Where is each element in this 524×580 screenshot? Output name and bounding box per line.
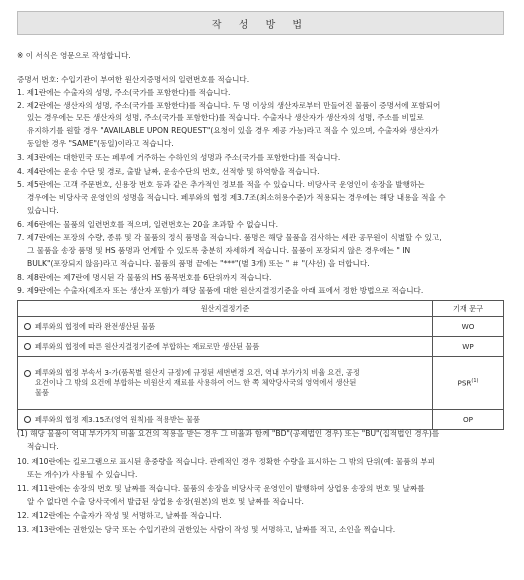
table-row <box>18 317 504 337</box>
criteria-text: 물품 <box>35 388 49 397</box>
table-row <box>18 357 504 410</box>
bullet-circle-icon <box>24 416 31 423</box>
table-footnote: (1) 해당 물품이 역내 부가가치 비율 요건의 적용을 받는 경우 그 비율과 함께 "BD"(공제법인 경우) 또는 "BU"(집적법인 경우)를 <box>17 429 440 438</box>
criteria-text: 페루와의 협정에 따른 원산지결정기준에 부합하는 재료로만 생산된 물품 <box>35 341 260 351</box>
document-title: 작 성 방 법 <box>17 11 504 35</box>
instruction-line: 11. 제11란에는 송장의 번호 및 날짜를 적습니다. 물품의 송장을 비당사국 운영인이 발행하여 상업용 송장의 번호 및 날짜를 <box>17 484 425 493</box>
code-text: PSR <box>457 378 472 388</box>
instruction-line: 있는 경우에는 모든 생산자의 성명, 주소(국가를 포함한다)를 적습니다. 수출자나 생산자가 생산자의 성명, 주소를 비밀로 <box>27 113 424 122</box>
table-row <box>18 337 504 357</box>
criteria-text: 페루와의 협정에 따라 완전생산된 물품 <box>35 321 156 331</box>
instruction-line: 6. 제6란에는 물품의 일련번호를 적으며, 일련번호는 20을 초과할 수 없습니다. <box>17 220 279 229</box>
instruction-line: 알 수 없다면 수출 당사국에서 발급된 상업용 송장(원본)의 번호 및 날짜를 적습니다. <box>27 497 304 506</box>
code-text: WO <box>461 322 475 331</box>
instruction-line: 동일한 경우 "SAME"(동일)이라고 적습니다. <box>27 139 174 148</box>
instruction-line: 8. 제8란에는 제7란에 명시된 각 물품의 HS 품목번호를 6단위까지 적습니다. <box>17 273 272 282</box>
criteria-cell <box>18 337 433 357</box>
instruction-line: 또는 개수)가 사용될 수 있습니다. <box>27 470 138 479</box>
instruction-line: BULK"(포장되지 않음)라고 적습니다. 물품의 품명 끝에는 "***"(별 3개) 또는 " ＃ "(샤선) 을 더합니다. <box>27 259 370 268</box>
instruction-line: 10. 제10란에는 킬로그램으로 표시된 총중량을 적습니다. 관례적인 경우 정확한 수량을 표시하는 그 밖의 단위(예: 물품의 부피 <box>17 457 435 466</box>
code-footnote-mark: (1) <box>471 378 479 385</box>
instruction-line: 13. 제13란에는 권한있는 당국 또는 수입기관의 권한있는 사람이 작성 및 서명하고, 날짜를 적고, 소인을 찍습니다. <box>17 525 396 534</box>
code-cell <box>433 357 504 410</box>
table-footnote: 적습니다. <box>27 442 59 451</box>
instruction-line: 경우에는 비당사국 운영인의 성명을 적습니다. 페루와의 협정 제3.7조(최소허용수준)가 적용되는 경우에는 해당 내용을 적을 수 <box>27 193 446 202</box>
origin-criteria-table <box>17 300 504 430</box>
code-cell <box>433 410 504 430</box>
table-row <box>18 410 504 430</box>
instruction-line: 5. 제5란에는 고객 주문번호, 신용장 번호 등과 같은 추가적인 정보를 적을 수 있습니다. 비당사국 운영인이 송장을 발행하는 <box>17 180 425 189</box>
instruction-line: 있습니다. <box>27 206 59 215</box>
instruction-line: 1. 제1란에는 수출자의 성명, 주소(국가를 포함한다)를 적습니다. <box>17 88 231 97</box>
criteria-text: 요건이나 그 밖의 요건에 부합하는 비원산지 재료를 사용하여 어느 한 쪽 체약당사국의 영역에서 생산된 <box>35 378 357 387</box>
certificate-number-note: 증명서 번호: 수입기관이 부여한 원산지증명서의 일련번호를 적습니다. <box>17 75 250 84</box>
code-text: WP <box>462 342 474 351</box>
table-header-code: 기재 문구 <box>433 301 504 317</box>
instruction-line: 4. 제4란에는 운송 수단 및 경로, 출발 날짜, 운송수단의 번호, 선적항 및 하역항을 적습니다. <box>17 167 320 176</box>
bullet-circle-icon <box>24 370 31 377</box>
bullet-circle-icon <box>24 343 31 350</box>
instruction-line: 3. 제3란에는 대한민국 또는 페루에 거주하는 수하인의 성명과 주소(국가를 포함한다)를 적습니다. <box>17 153 341 162</box>
criteria-text: 페루와의 협정 부속서 3-가(품목별 원산지 규정)에 규정된 세번변경 요건, 역내 부가가치 비율 요건, 공정 <box>35 368 360 377</box>
code-cell <box>433 337 504 357</box>
instruction-line: 9. 제9란에는 수출자(제조자 또는 생산자 포함)가 해당 물품에 대한 원산지결정기준을 아래 표에서 정한 방법으로 적습니다. <box>17 286 424 295</box>
instruction-line: 2. 제2란에는 생산자의 성명, 주소(국가를 포함한다)를 적습니다. 두 명 이상의 생산자로부터 만들어진 물품이 증명서에 포함되어 <box>17 101 441 110</box>
criteria-cell <box>18 410 433 430</box>
criteria-cell <box>18 317 433 337</box>
intro-note: ※ 이 서식은 영문으로 작성합니다. <box>17 51 131 60</box>
code-text: OP <box>463 415 473 424</box>
criteria-cell <box>18 357 433 410</box>
instruction-line: 유지하기를 원할 경우 "AVAILABLE UPON REQUEST"(요청이 있을 경우 제공 가능)라고 적을 수 있으며, 수출자와 생산자가 <box>27 126 439 135</box>
code-cell <box>433 317 504 337</box>
criteria-text: 페루와의 협정 제3.15조(영역 원칙)를 적용받는 물품 <box>35 414 200 424</box>
table-header-criteria: 원산지결정기준 <box>18 301 433 317</box>
instruction-line: 그 물품을 송장 품명 및 HS 품명과 연계할 수 있도록 충분히 자세하게 적습니다. 물품이 포장되지 않은 경우에는 " IN <box>27 246 411 255</box>
instruction-line: 7. 제7란에는 포장의 수량, 종류 및 각 물품의 정식 품명을 적습니다. 품명은 해당 물품을 검사하는 세관 공무원이 식별할 수 있고, <box>17 233 442 242</box>
instruction-line: 12. 제12란에는 수출자가 작성 및 서명하고, 날짜를 적습니다. <box>17 511 222 520</box>
bullet-circle-icon <box>24 323 31 330</box>
